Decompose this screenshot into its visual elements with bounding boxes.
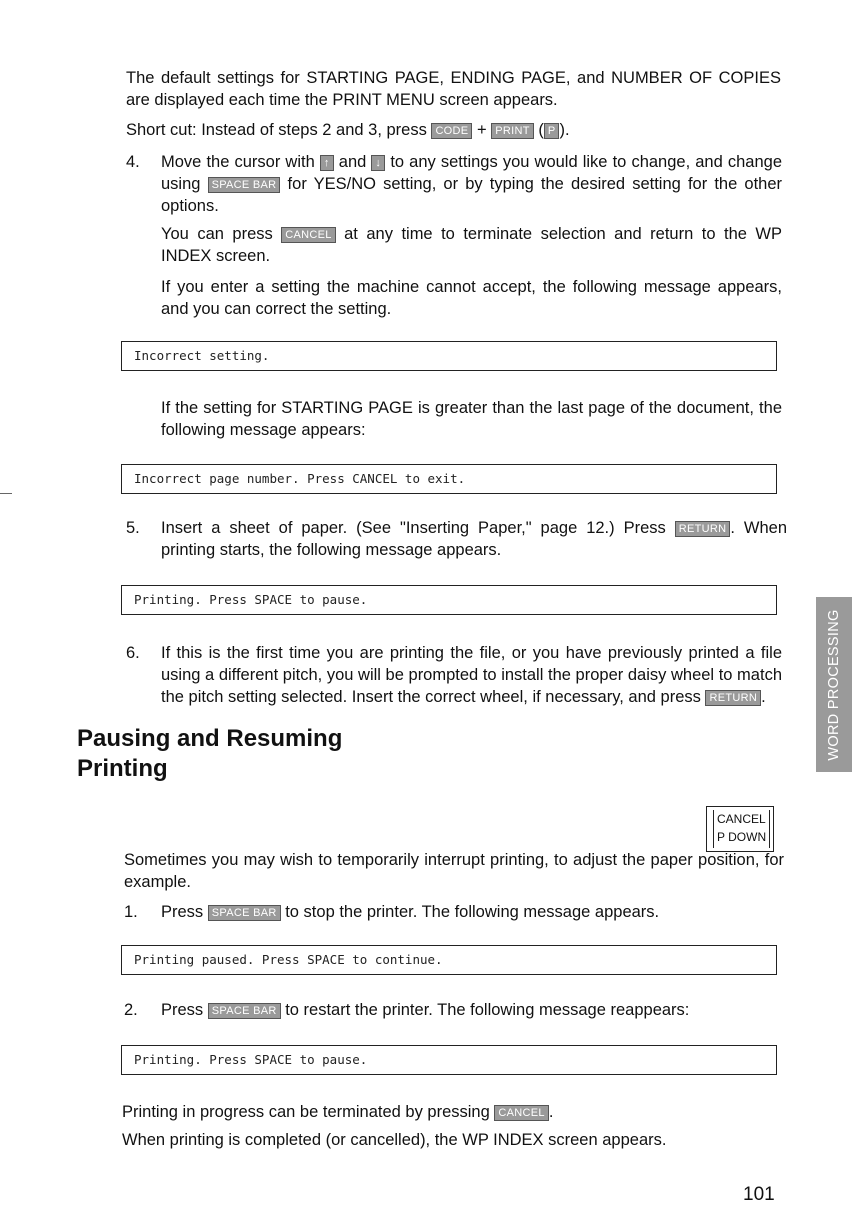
pause-step-2-part-a: Press	[161, 1001, 208, 1019]
terminate-paragraph	[122, 1101, 782, 1123]
terminate-part-b: .	[548, 1103, 554, 1121]
step-5-text	[161, 517, 787, 561]
step-5-part-b: . When printing starts, the following message appears.	[161, 519, 787, 559]
step-4-part-b: and	[333, 153, 372, 171]
return-key-icon: RETURN	[675, 521, 731, 537]
cancel-key-icon-2: CANCEL	[494, 1105, 548, 1121]
shortcut-text: Short cut: Instead of steps 2 and 3, press	[126, 121, 432, 139]
down-arrow-key-icon: ↓	[371, 155, 385, 171]
incorrect-setting-paragraph: If you enter a setting the machine cannot accept, the following message appears, and you can correct the setting.	[161, 278, 782, 318]
pause-step-1-part-a: Press	[161, 903, 208, 921]
print-key-icon: PRINT	[491, 123, 534, 139]
message-printing: Printing. Press SPACE to pause.	[121, 585, 777, 615]
step-4-part-d: for YES/NO setting, or by typing the desired setting for the other options.	[161, 175, 782, 215]
message-printing-reappears: Printing. Press SPACE to pause.	[121, 1045, 777, 1075]
side-tab-label: WORD PROCESSING	[826, 608, 842, 761]
margin-mark	[0, 493, 12, 494]
space-bar-key-icon: SPACE BAR	[208, 177, 281, 193]
default-settings-paragraph: The default settings for STARTING PAGE, ENDING PAGE, and NUMBER OF COPIES are displayed each time the PRINT MENU screen appears.	[126, 69, 781, 109]
step-4-part-c: to any settings you would like to change, and change using	[161, 153, 783, 193]
completed-paragraph: When printing is completed (or cancelled), the WP INDEX screen appears.	[122, 1131, 667, 1149]
return-key-icon-2: RETURN	[705, 690, 761, 706]
section-side-tab	[816, 597, 852, 772]
pause-step-1-number: 1.	[124, 903, 138, 921]
cancel-key-label: CANCEL	[717, 812, 766, 826]
starting-page-paragraph: If the setting for STARTING PAGE is greater than the last page of the document, the following message appears:	[161, 399, 782, 439]
terminate-part-a: Printing in progress can be terminated by pressing	[122, 1103, 495, 1121]
page-number: 101	[743, 1184, 775, 1205]
step-4-part-a: Move the cursor with	[161, 153, 320, 171]
cancel-paragraph	[161, 223, 782, 267]
pause-intro-paragraph: Sometimes you may wish to temporarily interrupt printing, to adjust the paper position, for example.	[124, 851, 784, 891]
pause-step-2-text	[161, 999, 782, 1021]
p-key-icon: P	[544, 123, 560, 139]
paren-close-text: ).	[559, 121, 570, 139]
step-6-number: 6.	[126, 644, 140, 662]
section-heading-line-2: Printing	[77, 755, 168, 782]
cancel-pdown-key-illustration	[706, 806, 774, 852]
space-bar-key-icon-2: SPACE BAR	[208, 905, 281, 921]
pause-step-1-part-b: to stop the printer. The following message appears.	[280, 903, 660, 921]
plus-text: +	[472, 121, 492, 139]
up-arrow-key-icon: ↑	[320, 155, 334, 171]
shortcut-paragraph	[126, 119, 781, 141]
step-6-part-b: .	[761, 688, 766, 706]
cancel-key-icon: CANCEL	[281, 227, 335, 243]
space-bar-key-icon-3: SPACE BAR	[208, 1003, 281, 1019]
section-heading-line-1: Pausing and Resuming	[77, 725, 343, 752]
message-printing-paused: Printing paused. Press SPACE to continue.	[121, 945, 777, 975]
step-4-number: 4.	[126, 153, 140, 171]
pause-step-2-number: 2.	[124, 1001, 138, 1019]
message-incorrect-page-number: Incorrect page number. Press CANCEL to exit.	[121, 464, 777, 494]
step-6-text	[161, 642, 782, 708]
step-6-part-a: If this is the first time you are printing the file, or you have previously printed a file using a different pitch, you will be prompted to install the proper daisy wheel to match the pitch setting selected. Insert the correct wheel, if necessary, and press	[161, 644, 782, 706]
code-key-icon: CODE	[431, 123, 472, 139]
step-5-part-a: Insert a sheet of paper. (See "Inserting Paper," page 12.) Press	[161, 519, 675, 537]
pause-step-2-part-b: to restart the printer. The following message reappears:	[280, 1001, 690, 1019]
message-incorrect-setting: Incorrect setting.	[121, 341, 777, 371]
pdown-key-label: P DOWN	[717, 830, 767, 844]
cancel-part-b: at any time to terminate selection and return to the WP INDEX screen.	[161, 225, 782, 265]
step-4-text	[161, 151, 782, 217]
pause-step-1-text	[161, 901, 782, 923]
step-5-number: 5.	[126, 519, 140, 537]
paren-open-text: (	[533, 121, 544, 139]
cancel-pdown-key-face	[713, 810, 770, 848]
cancel-part-a: You can press	[161, 225, 282, 243]
